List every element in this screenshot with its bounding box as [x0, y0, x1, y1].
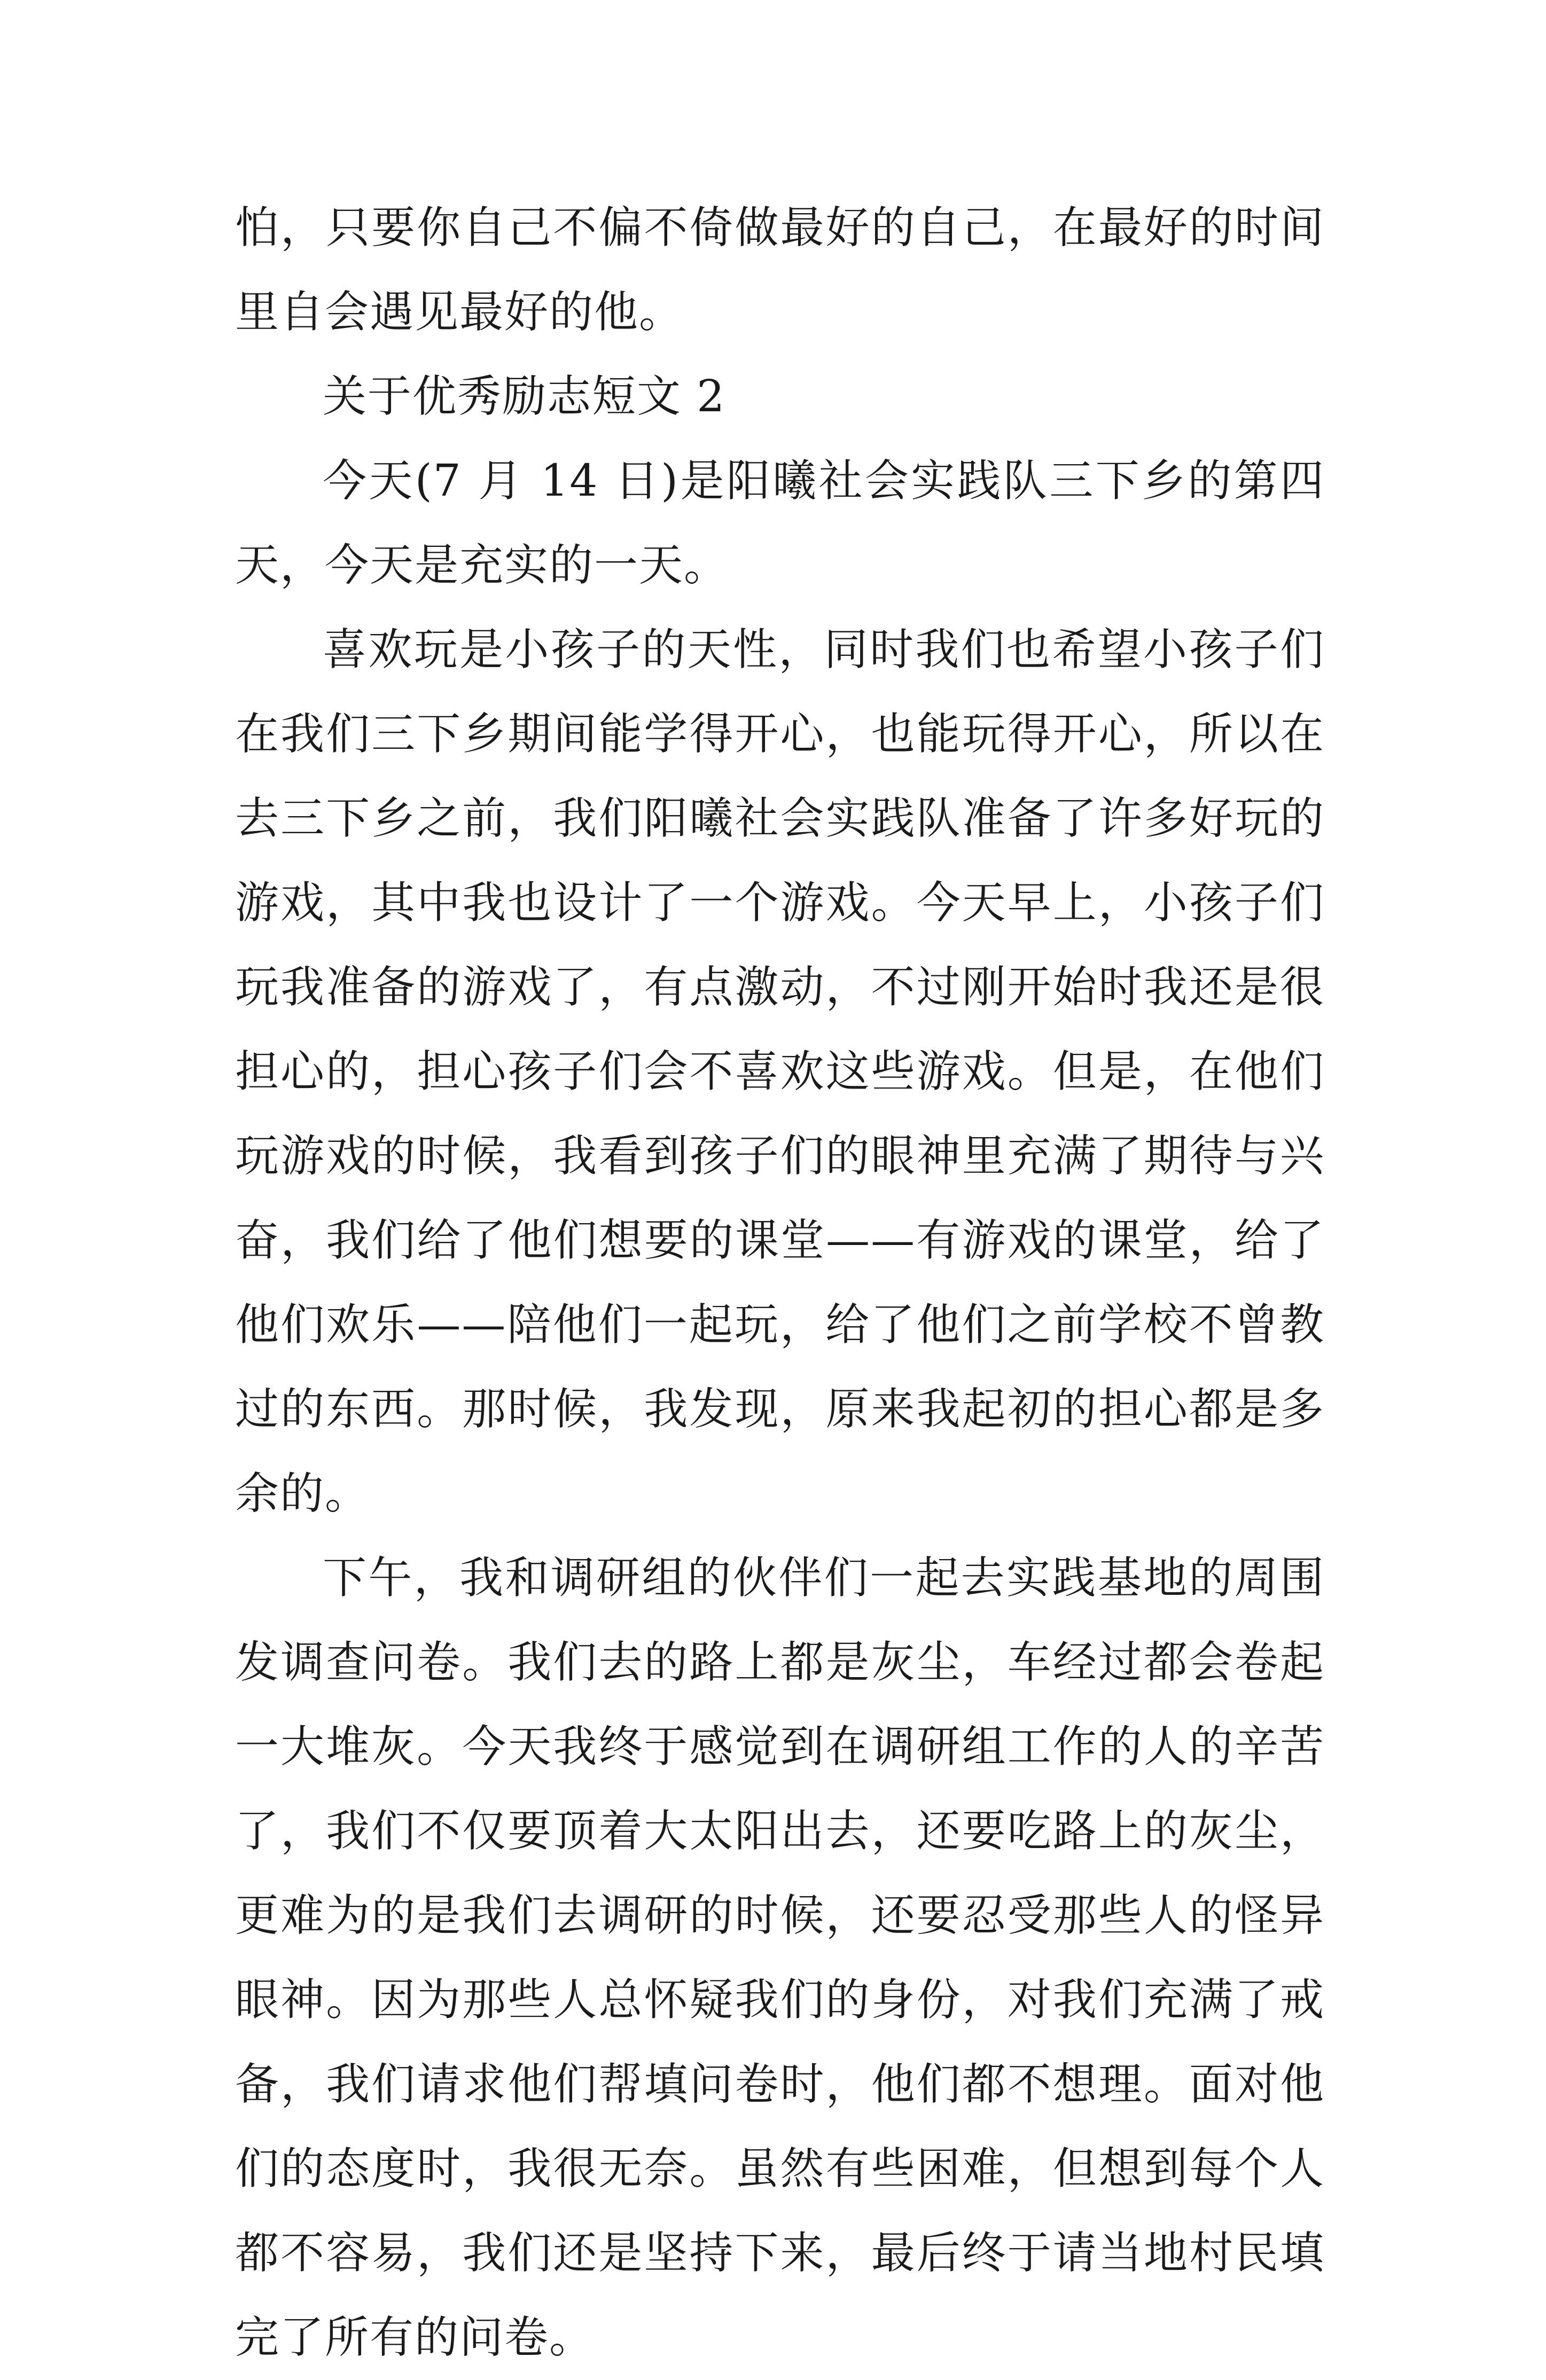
paragraph-games: 喜欢玩是小孩子的天性，同时我们也希望小孩子们在我们三下乡期间能学得开心，也能玩得开心，所以在去三下乡之前，我们阳曦社会实践队准备了许多好玩的游戏，其中我也设计了一个游戏。今天早上，小孩子们玩我准备的游戏了，有点激动，不过刚开始时我还是很担心的，担心孩子们会不喜欢这些游戏。但是，在他们玩游戏的时候，我看到孩子们的眼神里充满了期待与兴奋，我们给了他们想要的课堂——有游戏的课堂，给了他们欢乐——陪他们一起玩，给了他们之前学校不曾教过的东西。那时候，我发现，原来我起初的担心都是多余的。: [235, 624, 1325, 1519]
section-heading: 关于优秀励志短文 2: [323, 371, 726, 422]
paragraph-intro: 今天(7 月 14 日)是阳曦社会实践队三下乡的第四天，今天是充实的一天。: [235, 456, 1325, 591]
paragraph-survey: 下午，我和调研组的伙伴们一起去实践基地的周围发调查问卷。我们去的路上都是灰尘，车经过都会卷起一大堆灰。今天我终于感觉到在调研组工作的人的辛苦了，我们不仅要顶着大太阳出去，还要吃路上的灰尘，更难为的是我们去调研的时候，还要忍受那些人的怪异眼神。因为那些人总怀疑我们的身份，对我们充满了戒备，我们请求他们帮填问卷时，他们都不想理。面对他们的态度时，我很无奈。虽然有些困难，但想到每个人都不容易，我们还是坚持下来，最后终于请当地村民填完了所有的问卷。: [235, 1553, 1325, 2363]
paragraph-continuation: 怕，只要你自己不偏不倚做最好的自己，在最好的时间里自会遇见最好的他。: [235, 202, 1325, 338]
body-text: [235, 186, 1325, 2380]
